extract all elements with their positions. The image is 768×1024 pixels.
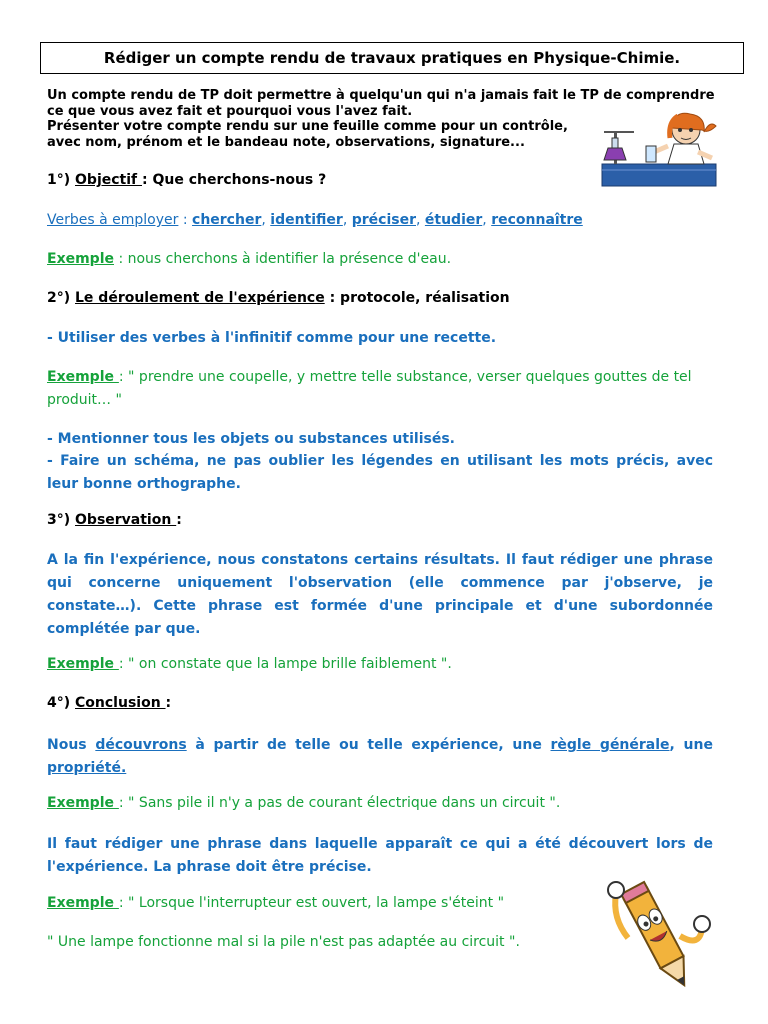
example-line (47, 656, 452, 672)
example-text: : " prendre une coupelle, y mettre telle substance, verser quelques gouttes de tel produit… " (47, 369, 692, 408)
example-text: " Une lampe fonctionne mal si la pile n'est pas adaptée au circuit ". (47, 934, 520, 950)
verb: étudier (424, 212, 483, 228)
section-subtitle: : (176, 512, 182, 528)
verbs-separator: : (178, 212, 193, 228)
example-line (47, 895, 504, 911)
scientist-illustration (598, 108, 720, 188)
text-fragment: Nous (47, 737, 96, 753)
section-4-heading (47, 695, 171, 711)
verb-separator: , (416, 212, 425, 228)
intro-line: avec nom, prénom et le bandeau note, observations, signature... (47, 134, 525, 150)
example-text: : nous cherchons à identifier la présence d'eau. (114, 251, 452, 267)
section-2-heading (47, 290, 510, 306)
text-fragment: , une (669, 737, 713, 753)
conclusion-instruction: Il faut rédiger une phrase dans laquelle apparaît ce qui a été découvert lors de l'expérience. La phrase doit être précise. (47, 836, 713, 875)
verbs-line (47, 212, 583, 228)
example-label: Exemple (47, 369, 119, 385)
section-number: 3°) (47, 512, 76, 528)
example-text: : " Sans pile il n'y a pas de courant électrique dans un circuit ". (118, 795, 561, 811)
section-title: Le déroulement de l'expérience (75, 290, 325, 306)
section-subtitle: : (165, 695, 172, 711)
text-fragment: à partir de telle ou telle expérience, une (186, 737, 551, 753)
verb: préciser (351, 212, 416, 228)
example-label: Exemple (47, 251, 114, 267)
example-label: Exemple (47, 795, 119, 811)
section-number: 4°) (47, 695, 76, 711)
example-label: Exemple (47, 656, 119, 672)
instruction-paragraph: - Faire un schéma, ne pas oublier les légendes en utilisant les mots précis, avec leur bonne orthographe. (47, 453, 713, 492)
verb: chercher (192, 212, 262, 228)
section-title: Conclusion (75, 695, 166, 711)
observation-paragraph: A la fin l'expérience, nous constatons certains résultats. Il faut rédiger une phrase qui concerne uniquement l'observation (elle commence par j'observe, je constate…). Cette phrase est formée d'une principale et d'une subordonnée complétée par que. (47, 552, 713, 637)
title-text: Rédiger un compte rendu de travaux pratiques en Physique-Chimie. (103, 49, 681, 67)
example-text: : " Lorsque l'interrupteur est ouvert, la lampe s'éteint " (118, 895, 505, 911)
example-label: Exemple (47, 895, 119, 911)
section-1-heading (47, 172, 326, 188)
section-number: 1°) (47, 172, 76, 188)
conclusion-paragraph (47, 734, 713, 779)
keyword: découvrons (95, 737, 187, 753)
section-title: Objectif (75, 172, 142, 188)
keyword: propriété. (47, 759, 127, 776)
section-title: Observation (75, 512, 177, 528)
keyword: règle générale (550, 737, 670, 753)
pencil-character-illustration (598, 878, 718, 998)
section-subtitle: : protocole, réalisation (324, 290, 510, 306)
verb-separator: , (261, 212, 271, 228)
section-3-heading (47, 512, 182, 528)
example-text: : " on constate que la lampe brille faiblement ". (118, 656, 452, 672)
intro-line: ce que vous avez fait et pourquoi vous l'avez fait. (47, 103, 413, 119)
example-line (47, 795, 560, 811)
example-paragraph (47, 366, 713, 411)
verb: reconnaître (491, 212, 583, 228)
intro-line: Un compte rendu de TP doit permettre à quelqu'un qui n'a jamais fait le TP de comprendre (47, 88, 715, 103)
instruction-line: - Mentionner tous les objets ou substances utilisés. (47, 431, 455, 447)
verb-separator: , (342, 212, 352, 228)
page-title (40, 42, 744, 74)
instruction-line: - Utiliser des verbes à l'infinitif comme pour une recette. (47, 330, 497, 346)
example-line (47, 251, 451, 267)
verb-separator: , (482, 212, 492, 228)
intro-line: Présenter votre compte rendu sur une feuille comme pour un contrôle, (47, 119, 568, 134)
verb: identifier (270, 212, 343, 228)
section-subtitle: : Que cherchons-nous ? (142, 172, 327, 188)
section-number: 2°) (47, 290, 76, 306)
verbs-label: Verbes à employer (47, 212, 179, 228)
